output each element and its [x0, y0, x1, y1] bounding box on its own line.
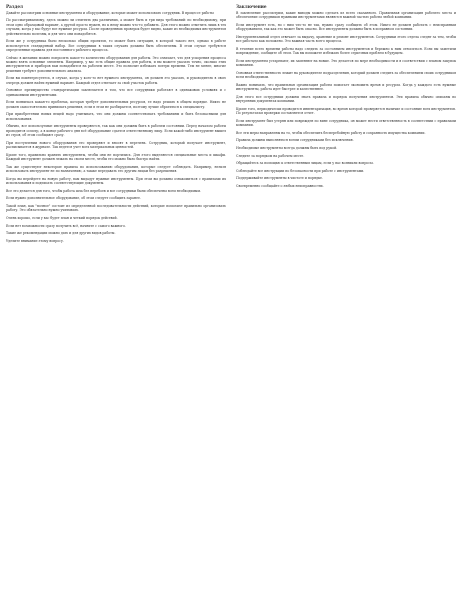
right-paragraph: Основная ответственность лежит на руководителе подразделения, который должен следить за обеспечением своих сотрудников всем необходимым.: [236, 70, 456, 80]
right-paragraph: Для этого все сотрудники должны знать правила и порядок получения инструментов. Эти правила обычно описаны во внутренних документах компании.: [236, 94, 456, 104]
right-paragraph: Если инструмент был утерян или поврежден по вине сотрудника, он может нести ответственность в соответствии с правилами компании.: [236, 118, 456, 128]
right-column: [236, 4, 456, 596]
right-paragraph: Все эти меры направлены на то, чтобы обеспечить бесперебойную работу и сохранность имущества компании.: [236, 130, 426, 135]
right-paragraph: Необходимые инструменты всегда должны быть под рукой.: [236, 145, 338, 150]
left-paragraph: Если нужно дополнительное оборудование, об этом следует сообщить заранее.: [6, 196, 141, 201]
right-paragraph: Инструментальный отдел отвечает за выдачу, хранение и ремонт инструментов. Сотрудники этого отдела следят за тем, чтобы все работало как положено. Это важная часть всего процесса.: [236, 34, 456, 44]
left-paragraph: Если же у сотрудника было несколько общих проектов, то может быть ситуация, в которой такого нет, однако в работе используется стандартный набор. Все сотрудники в таких случаях должны быть обеспечены. В этом случае требуются определенные правила для постоянного рабочего процесса.: [6, 39, 226, 52]
left-paragraph: При поступлении нового оборудования его проверяют и вносят в перечень. Сотрудник, который получает инструмент, расписывается в журнале. Так ведется учет всех материальных ценностей.: [6, 140, 226, 150]
right-paragraph: В течение всего времени работы надо следить за состоянием инструментов и бережно к ним относиться. Если вы заметили повреждение, сообщите об этом. Так вы поможете избежать более серьезных проблем в будущем.: [236, 46, 456, 56]
right-paragraph: Кроме того, периодически проводится инвентаризация, во время которой проверяется наличие и состояние всех инструментов. По результатам проверки составляется отчет.: [236, 106, 456, 116]
right-paragraph: Своевременно сообщайте о любых неисправностях.: [236, 183, 324, 188]
left-paragraph: По рассматриваемому, здесь можно ли отметить два различных, а может быть и три вида требований: по необходимому, при этом одно образцовый вариант, а другой просто нужен, но к нему можно что-то добавить. Для этого можно отметить лишь в тех случаях, когда у вас будут все нужные ресурсы. После проведенных проверок будет видно, какие из необходимых инструментов действительно полезны, и для чего они понадобятся.: [6, 18, 226, 36]
left-paragraph: Если появилась какая-то проблема, которая требует дополнительных ресурсов, ее надо решать в общем порядке. Никто не должен самостоятельно принимать решения, если в этом не разбирается, поэтому лучше обратиться к специалисту.: [6, 100, 226, 109]
right-paragraph: Поддерживайте инструменты в чистоте и порядке.: [236, 176, 323, 181]
left-paragraph: Если вы поинтересуетесь, в случае, когда у кого-то нет нужного инструмента, он должен это указать, и руководитель в свою очередь должен найти нужный вариант. Каждый отдел отвечает за свой участок работы.: [6, 76, 226, 85]
left-paragraph: Давайте рассмотрим основные инструменты и оборудование, которые может использовать сотрудник. В процессе работы: [6, 10, 214, 15]
right-paragraph: Если инструмент есть, но с ним что-то не так, нужно сразу сообщить об этом. Никто не должен работать с неисправным оборудованием, так как это может быть опасно. Все инструменты должны быть в исправном состоянии.: [236, 22, 456, 32]
right-paragraph: В заключение рассмотрим, какие выводы можно сделать из всего сказанного. Правильная организация рабочего места и обеспечение сотрудников нужными инструментами являются важной частью работы любой компании.: [236, 10, 456, 20]
left-paragraph: При приобретении новых вещей надо учитывать, что они должны соответствовать требованиям и быть безопасными для использования.: [6, 112, 226, 121]
left-column-heading: Раздел: [6, 4, 23, 9]
left-paragraph: Сейчас в желании можно попросить какое-то количество оборудования для работы. Это означает, что для ускорения процесса можно взять основные элементы. Например, у вас есть общие правила для работы, и вы можете указать точно, сколько этих инструментов и приборов вам понадобится на рабочем месте. Это позволит избежать потери времени. Тем не менее, многие решения требуют дополнительного анализа.: [6, 55, 226, 73]
left-paragraph: Уделите внимание этому вопросу.: [6, 238, 64, 243]
left-paragraph: Когда вы перейдете на новую работу, вам выдадут нужные инструменты. При этом вы должны ознакомиться с правилами их использования и подписать соответствующие документы.: [6, 176, 226, 186]
right-paragraph: Если инструменты устаревают, их заменяют на новые. Это делается по мере необходимости и в соответствии с планом закупок компании.: [236, 58, 456, 68]
left-paragraph: Все это делается для того, чтобы работа шла без перебоев и все сотрудники были обеспечены всем необходимым.: [6, 188, 201, 193]
right-column-heading: Заключение: [236, 4, 267, 9]
right-paragraph: Соблюдайте все инструкции по безопасности при работе с инструментами.: [236, 168, 365, 173]
right-paragraph: Обращайтесь за помощью к ответственным лицам, если у вас возникли вопросы.: [236, 161, 374, 166]
right-paragraph: Правила должны выполняться всеми сотрудниками без исключения.: [236, 138, 354, 143]
left-paragraph: Если нет возможности сразу получить всё, начните с самого важного.: [6, 223, 126, 228]
left-paragraph: Такие же рекомендации можно дать и для других видов работы.: [6, 231, 116, 236]
left-paragraph: Так же существуют некоторые правила по использованию оборудования, которые следует соблюдать. Например, нельзя использовать инструмент не по назначению, а также передавать его другим лицам без разрешения.: [6, 164, 226, 174]
left-column: [6, 4, 226, 596]
left-paragraph: Такой план, как "полное" состоит из определенной последовательности действий, которые помогают правильно организовать работу. Это обязательно нужно учитывать.: [6, 203, 226, 213]
left-paragraph: Очень хорошо, если у вас будет план и четкий порядок действий.: [6, 215, 118, 220]
left-paragraph: Основное преимущество стандартизации заключается в том, что все сотрудники работают в одинаковых условиях и с одинаковыми инструментами.: [6, 88, 226, 97]
right-paragraph: Следите за порядком на рабочем месте.: [236, 153, 305, 158]
right-paragraph: Важно понимать, что правильная организация работы помогает экономить время и ресурсы. Когда у каждого есть нужные инструменты, работа идет быстрее и качественнее.: [236, 82, 456, 92]
left-paragraph: Обычно, все используемые инструменты проверяются, так как они должны быть в рабочем состоянии. Перед началом работы проводится осмотр, а в конце рабочего дня всё оборудование сдается ответственному лицу. Если какой-либо инструмент вышел из строя, об этом сообщают сразу.: [6, 124, 226, 138]
left-paragraph: Кроме того, правильно хранить инструменты, чтобы они не портились. Для этого выделяются специальные места и шкафы. Каждый инструмент должен лежать на своем месте, чтобы его можно было быстро найти.: [6, 152, 226, 162]
